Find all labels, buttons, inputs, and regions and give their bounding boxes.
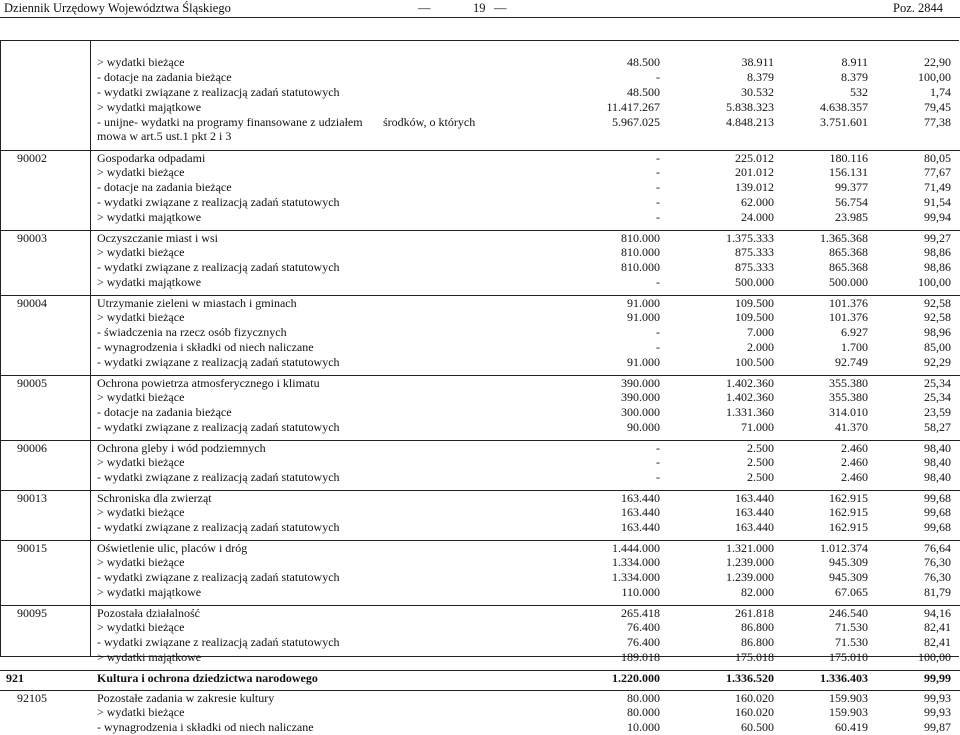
amended-amount: 8.379 [747,70,774,84]
executed-amount: 56.754 [835,195,868,209]
executed-amount: 175.010 [829,650,868,664]
table-row [0,570,960,585]
table-row [0,720,960,735]
item-name: - wynagrodzenia i składki od niech naliczane [97,340,314,354]
item-name: Gospodarka odpadami [97,151,206,165]
execution-percent: 22,90 [924,55,951,69]
execution-percent: 99,68 [924,491,951,505]
item-name: > wydatki bieżące [97,165,185,179]
execution-percent: 80,05 [924,151,951,165]
executed-amount: 945.309 [829,570,868,584]
planned-amount: - [656,195,660,209]
section-code: 90002 [17,151,47,165]
execution-percent: 98,40 [924,470,951,484]
table-row [0,115,960,130]
item-name: > wydatki bieżące [97,245,185,259]
item-name: - wydatki związane z realizacją zadań statutowych [97,195,340,209]
execution-percent: 99,93 [924,705,951,719]
table-row [0,690,960,706]
section-code: 90015 [17,541,47,555]
execution-percent: 100,00 [918,650,951,664]
planned-amount: 300.000 [621,405,660,419]
item-name: mowa w art.5 ust.1 pkt 2 i 3 [97,129,232,143]
planned-amount: 810.000 [621,260,660,274]
item-name: - wydatki związane z realizacją zadań statutowych [97,570,340,584]
journal-title: Dziennik Urzędowy Województwa Śląskiego [4,1,231,15]
amended-amount: 62.000 [741,195,774,209]
page-header [0,0,960,18]
item-name: > wydatki majątkowe [97,210,202,224]
execution-percent: 82,41 [924,635,951,649]
amended-amount: 71.000 [741,420,774,434]
executed-amount: 500.000 [829,275,868,289]
amended-amount: 163.440 [735,505,774,519]
execution-percent: 23,59 [924,405,951,419]
table-row [0,455,960,470]
execution-percent: 77,38 [924,115,951,129]
item-name-continuation: środków, o których [383,115,476,129]
amended-amount: 1.402.360 [726,376,774,390]
amended-amount: 7.000 [747,325,774,339]
item-name: - dotacje na zadania bieżące [97,405,232,419]
planned-amount: 80.000 [627,705,660,719]
executed-amount: 67.065 [835,585,868,599]
planned-amount: 76.400 [627,620,660,634]
executed-amount: 162.915 [829,520,868,534]
item-name: - świadczenia na rzecz osób fizycznych [97,325,287,339]
table-row [0,375,960,391]
planned-amount: 11.417.267 [606,100,660,114]
item-name: Ochrona gleby i wód podziemnych [97,441,266,455]
executed-amount: 23.985 [835,210,868,224]
amended-amount: 1.239.000 [726,555,774,569]
amended-amount: 1.321.000 [726,541,774,555]
table-row [0,310,960,325]
amended-amount: 82.000 [741,585,774,599]
amended-amount: 175.018 [735,650,774,664]
execution-percent: 76,64 [924,541,951,555]
planned-amount: 810.000 [621,245,660,259]
execution-percent: 76,30 [924,555,951,569]
table-row [0,245,960,260]
execution-percent: 92,58 [924,310,951,324]
item-name: > wydatki bieżące [97,555,185,569]
executed-amount: 71.530 [835,635,868,649]
item-name: > wydatki bieżące [97,505,185,519]
table-row [0,260,960,275]
planned-amount: - [656,340,660,354]
table-row [0,405,960,420]
item-name: > wydatki bieżące [97,55,185,69]
item-name: - dotacje na zadania bieżące [97,180,232,194]
execution-percent: 100,00 [918,275,951,289]
item-name: - wydatki związane z realizacją zadań statutowych [97,635,340,649]
executed-amount: 162.915 [829,491,868,505]
executed-amount: 4.638.357 [820,100,868,114]
planned-amount: 265.418 [621,606,660,620]
planned-amount: 163.440 [621,505,660,519]
planned-amount: 48.500 [627,55,660,69]
item-name: Schroniska dla zwierząt [97,491,212,505]
executed-amount: 1.012.374 [820,541,868,555]
section-code: 90006 [17,441,47,455]
amended-amount: 163.440 [735,520,774,534]
planned-amount: - [656,275,660,289]
planned-amount: 80.000 [627,691,660,705]
executed-amount: 3.751.601 [820,115,868,129]
executed-amount: 314.010 [829,405,868,419]
item-name: - wydatki związane z realizacją zadań statutowych [97,85,340,99]
executed-amount: 8.379 [841,70,868,84]
planned-amount: 76.400 [627,635,660,649]
item-name: > wydatki majątkowe [97,585,202,599]
item-name: > wydatki bieżące [97,705,185,719]
execution-percent: 76,30 [924,570,951,584]
execution-percent: 25,34 [924,376,951,390]
planned-amount: 163.440 [621,520,660,534]
planned-amount: 390.000 [621,376,660,390]
amended-amount: 2.500 [747,470,774,484]
amended-amount: 24.000 [741,210,774,224]
execution-percent: 92,29 [924,355,951,369]
execution-percent: 99,87 [924,720,951,734]
executed-amount: 2.460 [841,455,868,469]
amended-amount: 500.000 [735,275,774,289]
table-row [0,355,960,370]
planned-amount: - [656,441,660,455]
table-row [0,275,960,290]
executed-amount: 1.365.368 [820,231,868,245]
table-row [0,650,960,665]
table-row [0,165,960,180]
amended-amount: 109.500 [735,296,774,310]
executed-amount: 532 [850,85,868,99]
execution-percent: 91,54 [924,195,951,209]
item-name: > wydatki bieżące [97,620,185,634]
execution-percent: 82,41 [924,620,951,634]
item-name: Oświetlenie ulic, placów i dróg [97,541,248,555]
table-row [0,440,960,456]
item-name: - wydatki związane z realizacją zadań statutowych [97,355,340,369]
amended-amount: 201.012 [735,165,774,179]
planned-amount: - [656,455,660,469]
executed-amount: 1.336.403 [820,671,868,685]
amended-amount: 86.800 [741,635,774,649]
amended-amount: 1.239.000 [726,570,774,584]
amended-amount: 1.336.520 [726,671,774,685]
executed-amount: 101.376 [829,310,868,324]
executed-amount: 2.460 [841,470,868,484]
execution-percent: 1,74 [930,85,951,99]
item-name: Pozostała działalność [97,606,200,620]
planned-amount: 91.000 [627,355,660,369]
section-code: 90095 [17,606,47,620]
table-row [0,420,960,435]
planned-amount: - [656,151,660,165]
executed-amount: 60.419 [835,720,868,734]
execution-percent: 98,86 [924,245,951,259]
table-row [0,180,960,195]
executed-amount: 945.309 [829,555,868,569]
planned-amount: 1.334.000 [612,555,660,569]
executed-amount: 99.377 [835,180,868,194]
amended-amount: 160.020 [735,691,774,705]
item-name: - wydatki związane z realizacją zadań statutowych [97,260,340,274]
planned-amount: 10.000 [627,720,660,734]
amended-amount: 86.800 [741,620,774,634]
amended-amount: 2.500 [747,441,774,455]
executed-amount: 71.530 [835,620,868,634]
planned-amount: - [656,180,660,194]
executed-amount: 41.370 [835,420,868,434]
header-dash: — [418,1,431,15]
table-row [0,210,960,225]
execution-percent: 99,93 [924,691,951,705]
planned-amount: 5.967.025 [612,115,660,129]
executed-amount: 159.903 [829,705,868,719]
item-name: - dotacje na zadania bieżące [97,70,232,84]
execution-percent: 100,00 [918,70,951,84]
amended-amount: 2.500 [747,455,774,469]
planned-amount: 91.000 [627,296,660,310]
table-row [0,195,960,210]
executed-amount: 159.903 [829,691,868,705]
amended-amount: 100.500 [735,355,774,369]
item-name: > wydatki bieżące [97,455,185,469]
amended-amount: 109.500 [735,310,774,324]
amended-amount: 38.911 [741,55,774,69]
section-code: 921 [6,671,24,685]
planned-amount: 390.000 [621,390,660,404]
amended-amount: 160.020 [735,705,774,719]
amended-amount: 1.331.360 [726,405,774,419]
planned-amount: 110.000 [621,585,660,599]
planned-amount: 810.000 [621,231,660,245]
executed-amount: 180.116 [829,151,868,165]
execution-percent: 94,16 [924,606,951,620]
table-row [0,635,960,650]
planned-amount: - [656,325,660,339]
execution-percent: 99,27 [924,231,951,245]
planned-amount: - [656,210,660,224]
item-name: Pozostałe zadania w zakresie kultury [97,691,275,705]
planned-amount: 163.440 [621,491,660,505]
planned-amount: - [656,165,660,179]
item-name: Oczyszczanie miast i wsi [97,231,218,245]
table-row [0,470,960,485]
planned-amount: 48.500 [627,85,660,99]
execution-percent: 99,99 [924,671,951,685]
section-code: 92105 [17,691,47,705]
executed-amount: 246.540 [829,606,868,620]
planned-amount: 90.000 [627,420,660,434]
executed-amount: 1.700 [841,340,868,354]
amended-amount: 4.848.213 [726,115,774,129]
table-row [0,505,960,520]
execution-percent: 99,68 [924,505,951,519]
item-name: - wydatki związane z realizacją zadań statutowych [97,420,340,434]
table-row [0,490,960,506]
header-dash-right: — [494,1,507,15]
item-name: > wydatki majątkowe [97,275,202,289]
execution-percent: 98,40 [924,455,951,469]
planned-amount: 91.000 [627,310,660,324]
table-row [0,295,960,311]
amended-amount: 1.402.360 [726,390,774,404]
item-name: Utrzymanie zieleni w miastach i gminach [97,296,297,310]
table-row [0,150,960,166]
table-row [0,540,960,556]
table-row [0,605,960,621]
executed-amount: 355.380 [829,390,868,404]
item-name: > wydatki bieżące [97,310,185,324]
section-code: 90005 [17,376,47,390]
executed-amount: 156.131 [829,165,868,179]
execution-percent: 25,34 [924,390,951,404]
item-name: - wydatki związane z realizacją zadań statutowych [97,470,340,484]
table-row [0,340,960,355]
item-name: - wydatki związane z realizacją zadań statutowych [97,520,340,534]
page-number: 19 [473,1,486,15]
planned-amount: 189.018 [621,650,660,664]
execution-percent: 79,45 [924,100,951,114]
execution-percent: 71,49 [924,180,951,194]
table-row [0,100,960,115]
table-row [0,390,960,405]
planned-amount: - [656,70,660,84]
executed-amount: 355.380 [829,376,868,390]
execution-percent: 99,94 [924,210,951,224]
planned-amount: 1.444.000 [612,541,660,555]
item-name: > wydatki majątkowe [97,100,202,114]
section-code: 90013 [17,491,47,505]
execution-percent: 85,00 [924,340,951,354]
item-name: - unijne- wydatki na programy finansowane z udziałem [97,115,363,129]
amended-amount: 163.440 [735,491,774,505]
amended-amount: 1.375.333 [726,231,774,245]
item-name: Ochrona powietrza atmosferycznego i klimatu [97,376,320,390]
table-row [0,55,960,70]
execution-percent: 58,27 [924,420,951,434]
amended-amount: 30.532 [741,85,774,99]
amended-amount: 225.012 [735,151,774,165]
execution-percent: 99,68 [924,520,951,534]
table-row [0,85,960,100]
table-row [0,670,960,686]
planned-amount: 1.220.000 [612,671,660,685]
executed-amount: 101.376 [829,296,868,310]
amended-amount: 139.012 [735,180,774,194]
item-name: > wydatki bieżące [97,390,185,404]
section-code: 90004 [17,296,47,310]
executed-amount: 865.368 [829,260,868,274]
execution-percent: 81,79 [924,585,951,599]
execution-percent: 98,40 [924,441,951,455]
executed-amount: 8.911 [841,55,868,69]
executed-amount: 162.915 [829,505,868,519]
amended-amount: 875.333 [735,245,774,259]
executed-amount: 6.927 [841,325,868,339]
amended-amount: 875.333 [735,260,774,274]
table-row [0,620,960,635]
table-row [0,520,960,535]
table-row [0,129,960,144]
execution-percent: 92,58 [924,296,951,310]
table-row [0,325,960,340]
amended-amount: 261.818 [735,606,774,620]
item-name: Kultura i ochrona dziedzictwa narodowego [97,671,318,685]
executed-amount: 2.460 [841,441,868,455]
amended-amount: 5.838.323 [726,100,774,114]
item-name: > wydatki majątkowe [97,650,202,664]
execution-percent: 98,96 [924,325,951,339]
planned-amount: 1.334.000 [612,570,660,584]
item-name: - wynagrodzenia i składki od niech naliczane [97,720,314,734]
execution-percent: 77,67 [924,165,951,179]
executed-amount: 92.749 [835,355,868,369]
amended-amount: 2.000 [747,340,774,354]
execution-percent: 98,86 [924,260,951,274]
position-number: Poz. 2844 [893,1,943,15]
table-row [0,230,960,246]
table-row [0,70,960,85]
planned-amount: - [656,470,660,484]
section-code: 90003 [17,231,47,245]
table-row [0,555,960,570]
amended-amount: 60.500 [741,720,774,734]
executed-amount: 865.368 [829,245,868,259]
table-row [0,585,960,600]
table-row [0,705,960,720]
